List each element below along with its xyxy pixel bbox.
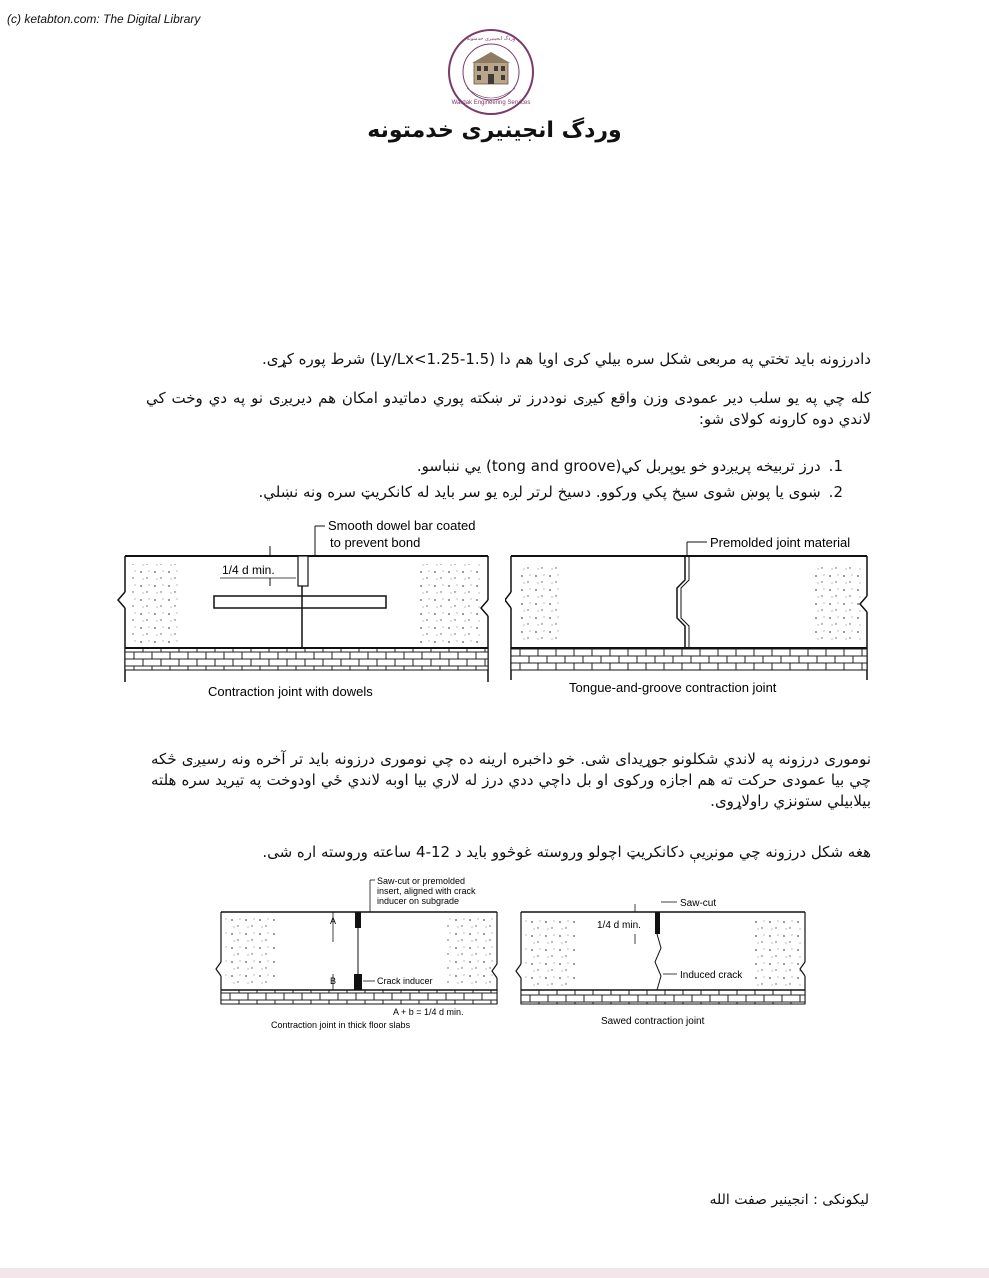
figure-tongue-groove-joint: [505, 530, 875, 702]
author-footer: لیکونکی : انجینیر صفت الله: [709, 1192, 869, 1208]
fig2-caption: Tongue-and-groove contraction joint: [569, 680, 777, 695]
fig1-label-bar2: to prevent bond: [330, 535, 421, 550]
figure-contraction-joint-dowels: [110, 512, 500, 704]
source-note: (c) ketabton.com: The Digital Library: [7, 12, 201, 26]
fig3-a: A: [330, 916, 337, 926]
fig4-saw: Saw-cut: [680, 898, 717, 909]
fig3-crack: Crack inducer: [377, 976, 433, 986]
fig3-label1: Saw-cut or premolded: [377, 876, 466, 886]
paragraph-3: نوموری درزونه په لاندي شکلونو جوړیدای شی. خو داخبره ارینه ده چي نوموری درزونه باید تر آخره ونه رسیږی څکه چي بیا عمودی حرکت ته هم اجازه ورکوی او بل داچي ددي درز له لاري بیا اوبه لاندي ځي اودوخت په تیرید سره هلته بیلابیلي ستونزي راولاړوی.: [151, 750, 871, 810]
fig4-dim: 1/4 d min.: [597, 920, 641, 931]
fig3-label3: inducer on subgrade: [377, 896, 460, 906]
fig1-caption: Contraction joint with dowels: [208, 684, 373, 699]
list-item-2: [143, 482, 843, 503]
org-title: وردگ انجینیری خدمتونه: [367, 118, 622, 143]
fig3-caption: Contraction joint in thick floor slabs: [271, 1020, 411, 1030]
building-seal-icon: [447, 28, 535, 116]
fig1-dim: 1/4 d min.: [222, 563, 275, 577]
figure-thick-slab-joint: [215, 874, 505, 1036]
logo-arc-text: Wardak Engineering Services: [451, 100, 531, 106]
fig4-crack: Induced crack: [680, 970, 743, 981]
list-item-1: [143, 456, 843, 477]
fig1-label-bar: Smooth dowel bar coated: [328, 518, 476, 533]
paragraph-4: هغه شکل درزونه چي مونږیې دکانکریټ اچولو وروسته غوڅوو باید د 12-4 ساعته وروسته اره شی.: [262, 843, 871, 861]
list-text: ښوی یا پوښ شوی سیخ پکي ورکوو. دسیخ لرتر لږه یو سر باید له کانکریټ سره ونه نښلي.: [258, 483, 821, 501]
paragraph-2: کله چي په یو سلب دیر عمودی وزن واقع کیږی نوددرز تر ښکته پوري دماتیدو امکان هم دیریږی نو په دي وخت کي لاندي دوه کارونه کولای شو:: [146, 389, 871, 428]
fig3-label2: insert, aligned with crack: [377, 886, 476, 896]
paragraph-1: دادرزونه باید تختي په مربعی شکل سره بیلي کری اویا هم دا (Ly/Lx<1.25-1.5) شرط پوره کړی.: [261, 350, 871, 368]
list-number: 2.: [828, 483, 843, 501]
figure-sawed-joint: [515, 890, 810, 1036]
logo-arc-text-top: وردگ انجینیری خدمتونه: [466, 36, 516, 42]
fig4-caption: Sawed contraction joint: [601, 1016, 705, 1027]
fig3-eq: A + b = 1/4 d min.: [393, 1007, 464, 1017]
page-bottom-band: [0, 1268, 989, 1278]
list-text: درز تربیخه پریږدو خو یوپربل کي(tong and groove) یي ننباسو.: [416, 457, 821, 475]
fig3-b: B: [330, 976, 337, 986]
fig2-label: Premolded joint material: [710, 535, 851, 550]
list-number: 1.: [828, 457, 843, 475]
